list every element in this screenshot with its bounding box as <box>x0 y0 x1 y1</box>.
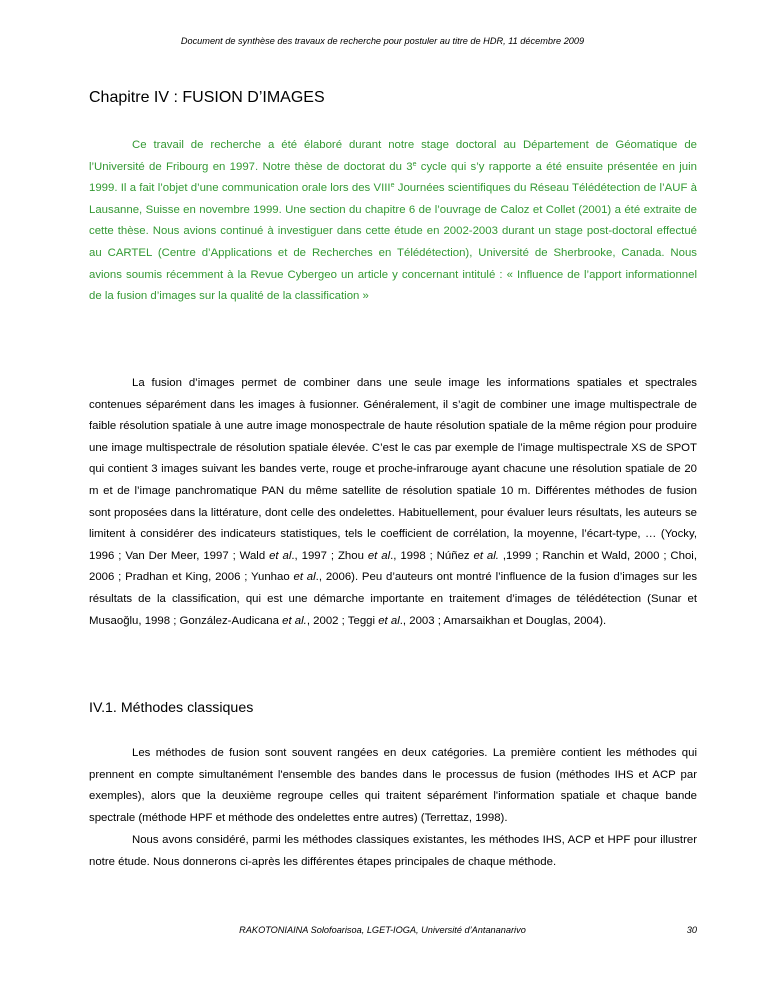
et-al: et al <box>269 549 292 562</box>
text-run: , 2002 ; Teggi <box>306 614 379 627</box>
et-al: et al <box>367 549 391 562</box>
text-run: ,1999 ; Ranchin et Wald, 2000 ; Choi, 2006 ; Pradhan et King, 2006 ; Yunhao <box>89 549 698 584</box>
superscript-e: e <box>412 160 417 168</box>
text-run: La fusion d’images permet de combiner dans une seule image les informations spatiales et spectrales contenues séparément dans les images à fusionner. Généralement, il s’agit de combiner une image multispectrale de faible résolution spatiale à une autre image monospectrale de haute résolution spatiale de la même région pour produire une image multispectrale de résolution spatiale élevée. C’est le cas par exemple de l’image multispectrale XS de SPOT qui contient 3 images suivant les bandes verte, rouge et proche-infrarouge ayant chacune une résolution spatiale de 20 m et de l’image panchromatique PAN du même satellite de résolution spatiale 10 m. Différentes méthodes de fusion sont proposées dans la littérature, dont celle des ondelettes. Habituellement, pour évaluer leurs résultats, les auteurs se limitent à considérer des indicateurs statistiques, tels le coefficient de corrélation, la moyenne, l’écart-type, … (Yocky, 1996 ; Van Der Meer, 1997 ; Wald <box>89 377 697 562</box>
chapter-title: Chapitre IV : FUSION D’IMAGES <box>89 89 325 106</box>
section-title: IV.1. Méthodes classiques <box>89 700 254 716</box>
page-number: 30 <box>686 925 697 935</box>
superscript-e: e <box>390 182 395 190</box>
body-paragraph-methods: Nous avons considéré, parmi les méthodes classiques existantes, les méthodes IHS, ACP et HPF pour illustrer notre étude. Nous donnerons ci-après les différentes étapes principales de chaque méthode. <box>89 834 697 868</box>
page-header: Document de synthèse des travaux de recherche pour postuler au titre de HDR, 11 décembre 2009 <box>180 36 585 46</box>
intro-text-3: Journées scientifiques du Réseau Télédétection de l’AUF à Lausanne, Suisse en novembre 1999. Une section du chapitre 6 de l’ouvrage de Caloz et Collet (2001) a été extraite de cette thèse. Nous avions continué à investiguer dans cette étude en 2002-2003 durant un stage post-doctoral effectué au CARTEL (Centre d’Applications et de Recherches en Télédétection), Université de Sherbrooke, Canada. Nous avions soumis récemment à la Revue Cybergeo un article y concernant intitulé : « Influence de l’apport informationnel de la fusion d’images sur la qualité de la classification » <box>89 182 697 303</box>
body-paragraph-fusion <box>89 373 697 632</box>
et-al: et al <box>293 571 316 584</box>
footer-author: RAKOTONIAINA Solofoarisoa, LGET-IOGA, Université d’Antananarivo <box>239 925 526 935</box>
text-run: ., 1998 ; Núñez <box>390 549 474 562</box>
intro-text-2: cycle qui s’y rapporte a été ensuite présentée en juin 1999. Il a fait l’objet d’une communication orale lors des VIII <box>89 160 697 195</box>
et-al: et al. <box>282 614 307 627</box>
et-al: et al <box>378 614 400 627</box>
text-run: ., 2006). Peu d’auteurs ont montré l’influence de la fusion d’images sur les résultats de la classification, qui est une démarche importante en traitement d’images de télédétection (Sunar et Musaoğlu, 1998 ; González-Audicana <box>89 571 698 627</box>
intro-text-1: Ce travail de recherche a été élaboré durant notre stage doctoral au Département de Géomatique de l’Université de Fribourg en 1997. Notre thèse de doctorat du 3 <box>89 139 697 173</box>
body-paragraph-categories: Les méthodes de fusion sont souvent rangées en deux catégories. La première contient les méthodes qui prennent en compte simultanément l'ensemble des bandes dans le processus de fusion (méthodes IHS et ACP par exemples), alors que la deuxième regroupe celles qui traitent séparément l'information spatiale et chaque bande spectrale (méthode HPF et méthode des ondelettes entre autres) (Terrettaz, 1998). <box>89 747 697 824</box>
intro-paragraph <box>89 135 697 308</box>
et-al: et al. <box>473 549 499 562</box>
text-run: ., 1997 ; Zhou <box>291 549 368 562</box>
text-run: ., 2003 ; Amarsaikhan et Douglas, 2004). <box>399 614 607 627</box>
